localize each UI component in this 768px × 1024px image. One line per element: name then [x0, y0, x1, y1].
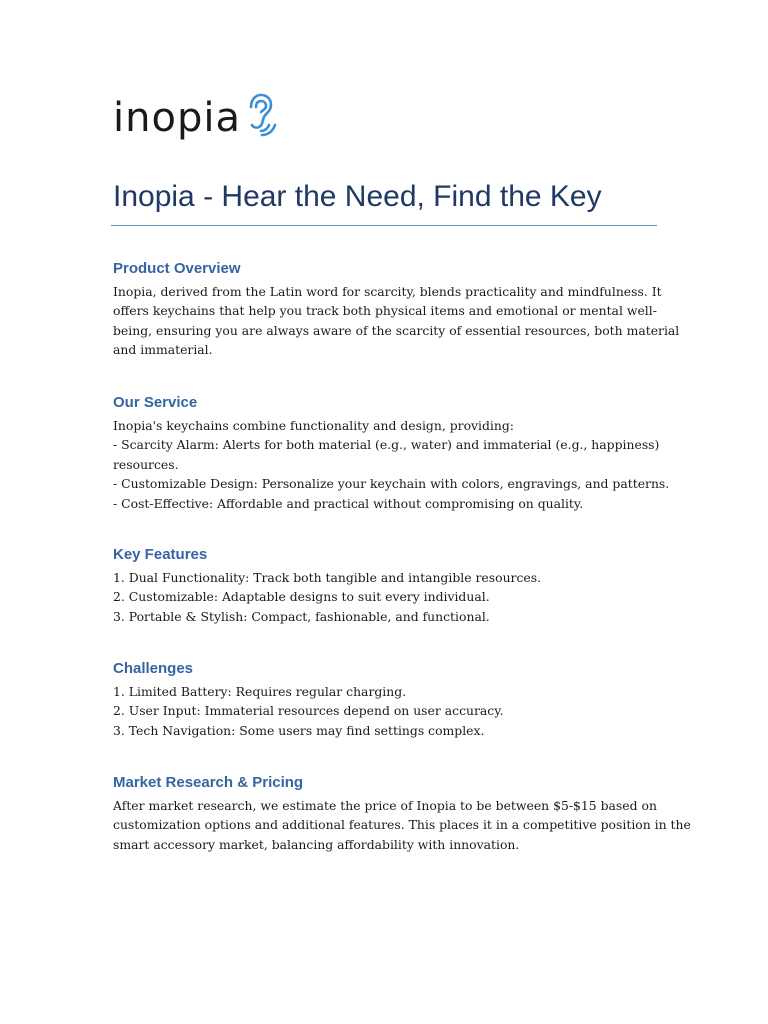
title-divider [111, 225, 657, 226]
body-line: - Scarcity Alarm: Alerts for both material (e.g., water) and immaterial (e.g., happiness) [113, 437, 660, 453]
body-line: 1. Limited Battery: Requires regular charging. [113, 684, 407, 699]
section-heading: Challenges [113, 660, 194, 677]
section-market-research-pricing [113, 773, 691, 854]
section-heading: Our Service [113, 394, 198, 411]
body-line: smart accessory market, balancing affordability with innovation. [113, 836, 520, 852]
page-title: Inopia - Hear the Need, Find the Key [113, 180, 602, 213]
body-line: After market research, we estimate the price of Inopia to be between $5-$15 based on [113, 798, 657, 813]
body-line: 2. User Input: Immaterial resources depend on user accuracy. [113, 703, 504, 719]
body-line: Inopia's keychains combine functionality and design, providing: [113, 418, 514, 433]
section-heading: Key Features [113, 546, 208, 563]
section-key-features [113, 545, 658, 626]
section-our-service [113, 393, 670, 513]
body-line: resources. [113, 456, 179, 472]
section-heading: Product Overview [113, 260, 241, 277]
body-line: - Cost-Effective: Affordable and practical without compromising on quality. [113, 495, 584, 511]
body-line: being, ensuring you are always aware of the scarcity of essential resources, both material [113, 322, 680, 338]
body-line: - Customizable Design: Personalize your keychain with colors, engravings, and patterns. [113, 476, 670, 492]
body-line: 3. Portable & Stylish: Compact, fashionable, and functional. [113, 608, 490, 624]
logo [113, 93, 279, 141]
body-line: Inopia, derived from the Latin word for scarcity, blends practicality and mindfulness. It [113, 284, 662, 299]
body-line: offers keychains that help you track both physical items and emotional or mental well- [113, 303, 657, 319]
section-challenges [113, 659, 658, 740]
body-line: and immaterial. [113, 342, 213, 358]
section-heading: Market Research & Pricing [113, 774, 304, 791]
body-line: 1. Dual Functionality: Track both tangible and intangible resources. [113, 570, 542, 585]
ear-sound-icon [245, 93, 279, 142]
logo-text: inopia [113, 95, 241, 141]
section-product-overview [113, 259, 680, 360]
body-line: 2. Customizable: Adaptable designs to suit every individual. [113, 589, 490, 605]
body-line: customization options and additional features. This places it in a competitive position in the [113, 817, 691, 833]
body-line: 3. Tech Navigation: Some users may find settings complex. [113, 722, 485, 738]
